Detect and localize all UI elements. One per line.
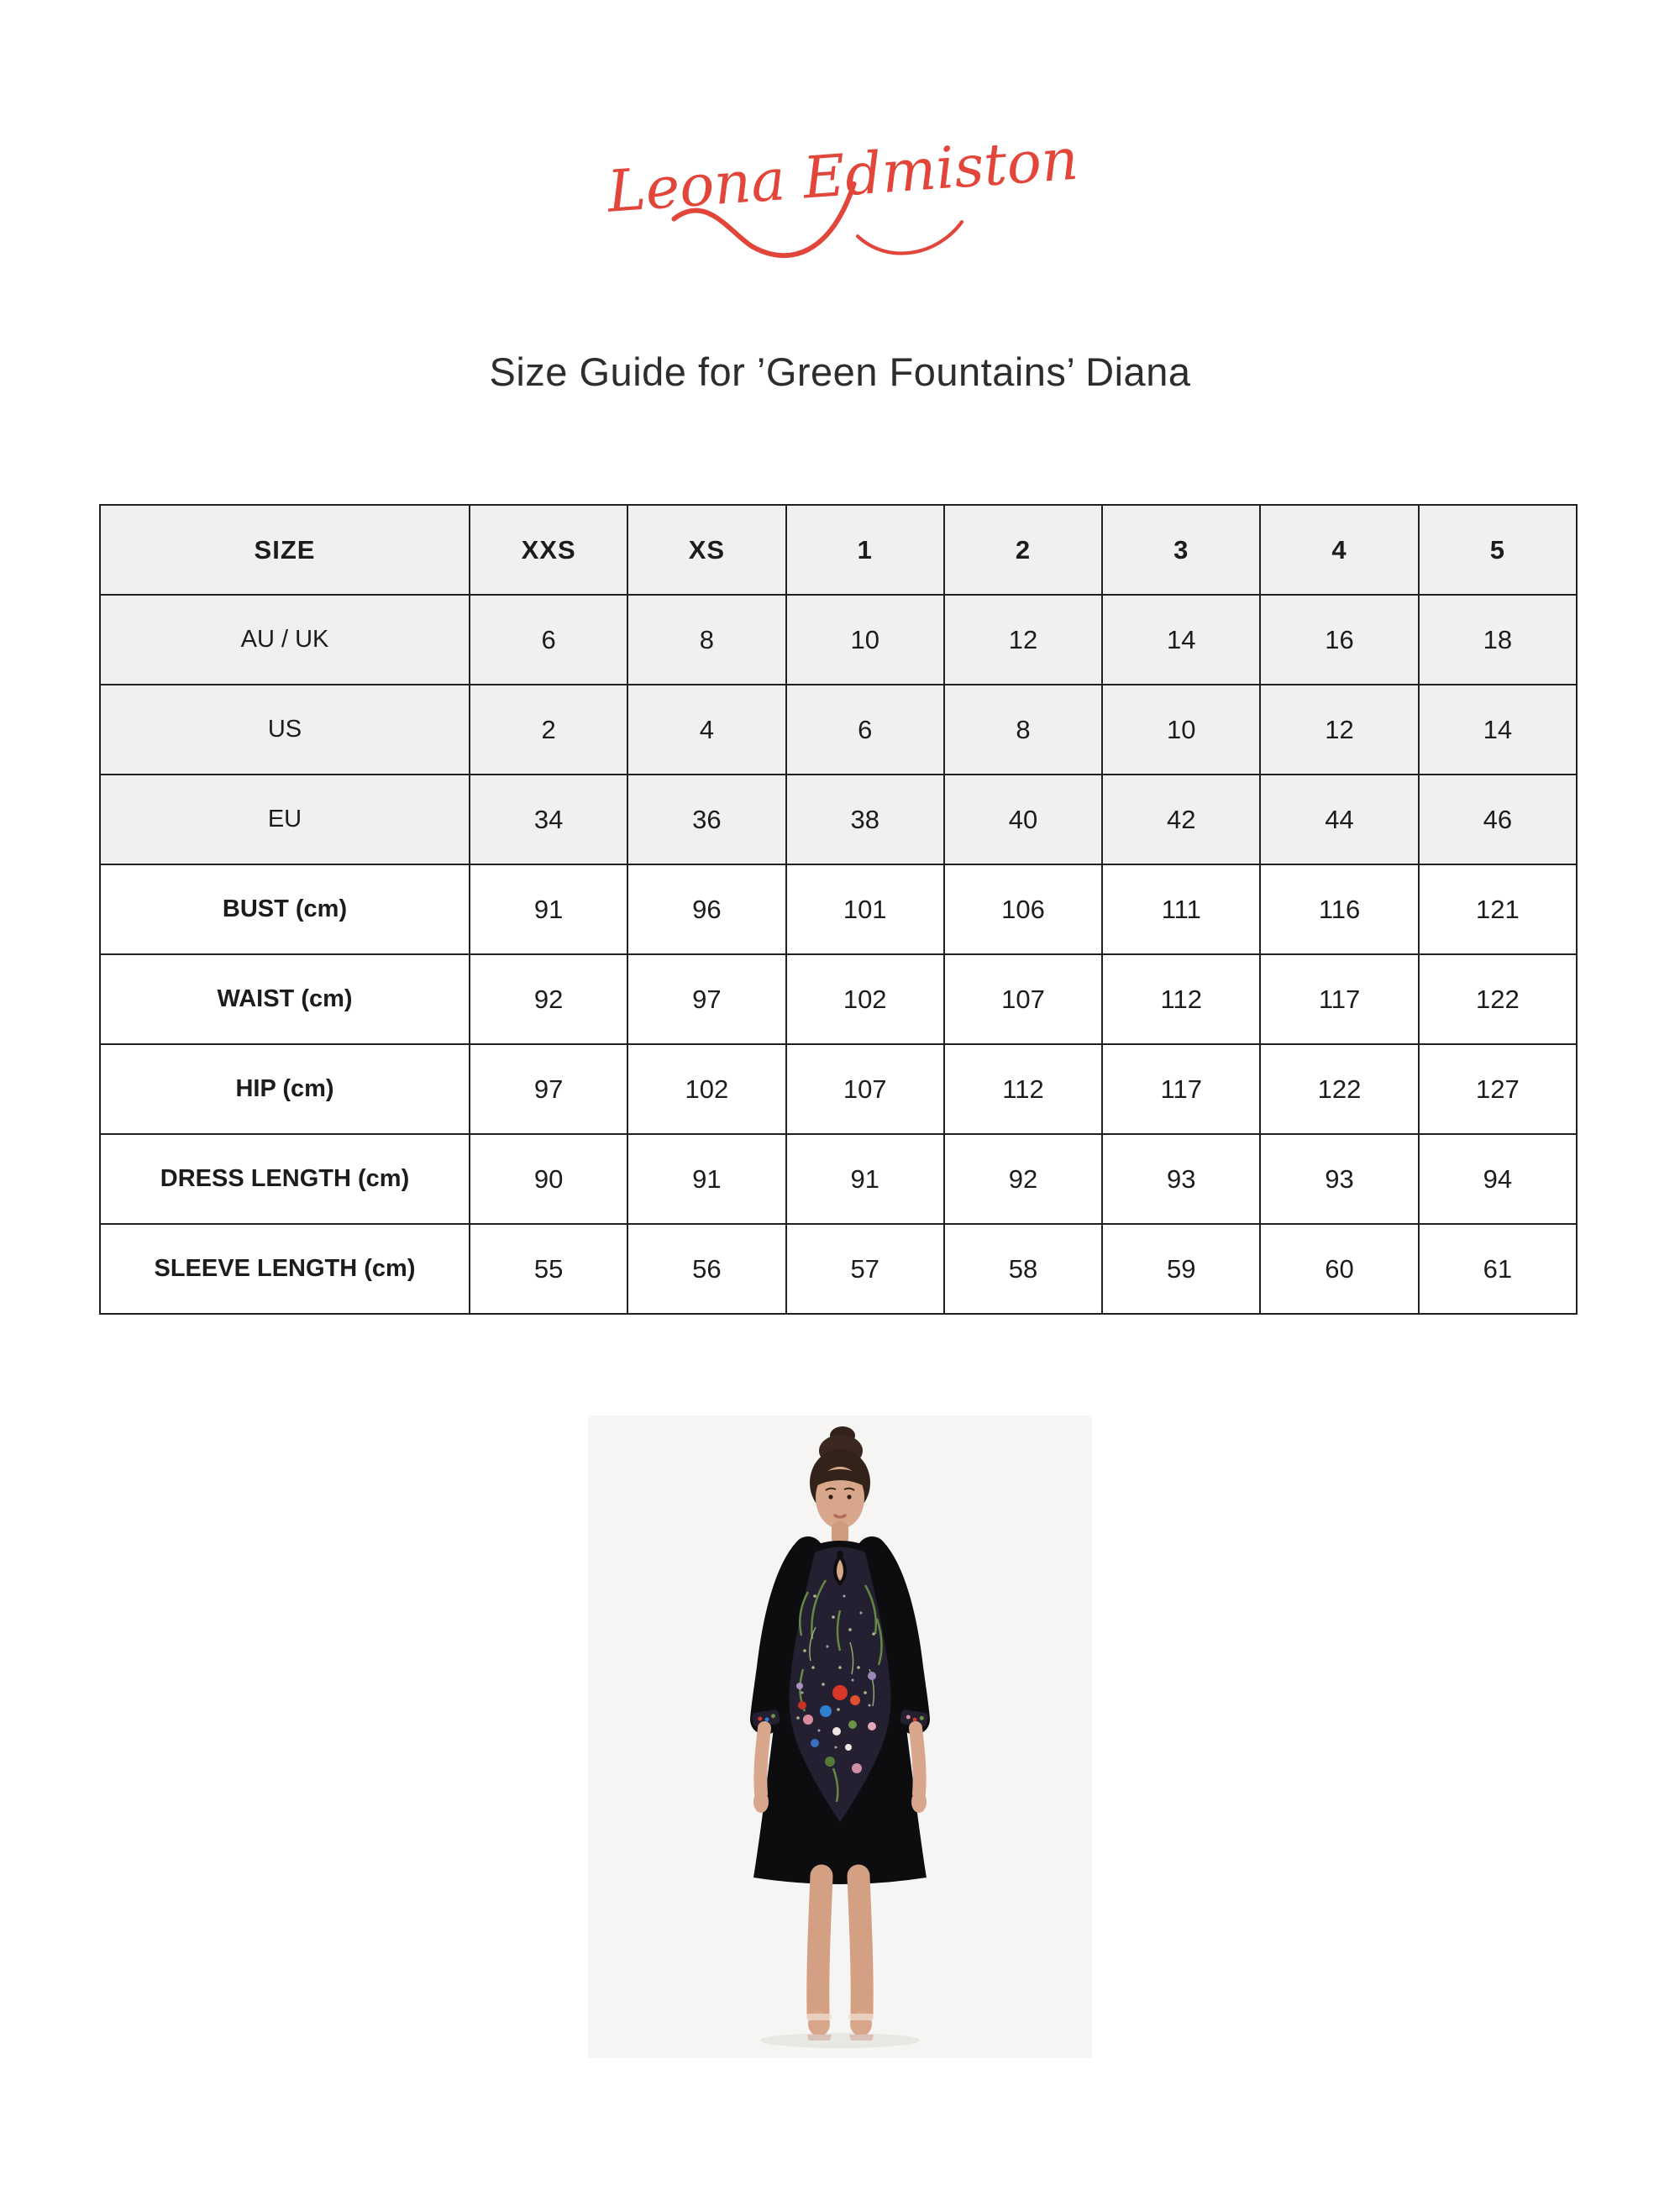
value-cell: 56 [627,1224,785,1314]
value-cell: 91 [627,1134,785,1224]
value-cell: 93 [1260,1134,1418,1224]
page-title: Size Guide for ’Green Fountains’ Diana [489,349,1191,394]
value-cell: 97 [470,1044,627,1134]
value-cell: 116 [1260,864,1418,954]
value-cell: 59 [1102,1224,1260,1314]
table-row [100,775,1577,864]
value-cell: 92 [470,954,627,1044]
table-row [100,864,1577,954]
dress [752,1545,928,1884]
size-header-cell: SIZE [100,505,470,595]
row-label-cell: WAIST (cm) [100,954,470,1044]
row-label-cell: EU [100,775,470,864]
table-row [100,685,1577,775]
value-cell: 121 [1419,864,1577,954]
value-cell: 12 [1260,685,1418,775]
value-cell: 6 [470,595,627,685]
value-cell: 127 [1419,1044,1577,1134]
table-row [100,595,1577,685]
row-label-cell: SLEEVE LENGTH (cm) [100,1224,470,1314]
floor-shadow [760,2033,920,2048]
row-label-cell: DRESS LENGTH (cm) [100,1134,470,1224]
value-cell: 42 [1102,775,1260,864]
value-cell: 91 [786,1134,944,1224]
value-cell: 8 [944,685,1102,775]
size-column-header: 5 [1419,505,1577,595]
value-cell: 12 [944,595,1102,685]
value-cell: 106 [944,864,1102,954]
value-cell: 92 [944,1134,1102,1224]
value-cell: 117 [1260,954,1418,1044]
row-label-cell: BUST (cm) [100,864,470,954]
value-cell: 122 [1419,954,1577,1044]
size-column-header: 1 [786,505,944,595]
logo-text: Leona Edmiston [605,126,1075,226]
size-column-header: 3 [1102,505,1260,595]
value-cell: 91 [470,864,627,954]
value-cell: 36 [627,775,785,864]
value-cell: 90 [470,1134,627,1224]
product-photo [588,1415,1092,2058]
brand-logo-graphic [605,80,1075,290]
table-row [100,1224,1577,1314]
value-cell: 46 [1419,775,1577,864]
value-cell: 97 [627,954,785,1044]
value-cell: 4 [627,685,785,775]
value-cell: 107 [944,954,1102,1044]
row-label-cell: AU / UK [100,595,470,685]
table-row [100,954,1577,1044]
value-cell: 60 [1260,1224,1418,1314]
size-table-body [100,595,1577,1314]
table-row [100,1044,1577,1134]
value-cell: 57 [786,1224,944,1314]
value-cell: 10 [1102,685,1260,775]
value-cell: 44 [1260,775,1418,864]
size-column-header: XXS [470,505,627,595]
value-cell: 58 [944,1224,1102,1314]
row-label-cell: US [100,685,470,775]
value-cell: 112 [1102,954,1260,1044]
size-column-header: XS [627,505,785,595]
value-cell: 10 [786,595,944,685]
model-illustration [588,1415,1092,2058]
value-cell: 8 [627,595,785,685]
value-cell: 102 [786,954,944,1044]
value-cell: 34 [470,775,627,864]
value-cell: 107 [786,1044,944,1134]
size-table-head [100,505,1577,595]
value-cell: 93 [1102,1134,1260,1224]
value-cell: 6 [786,685,944,775]
size-column-header: 2 [944,505,1102,595]
value-cell: 38 [786,775,944,864]
value-cell: 111 [1102,864,1260,954]
value-cell: 16 [1260,595,1418,685]
value-cell: 117 [1102,1044,1260,1134]
value-cell: 40 [944,775,1102,864]
logo-flourish-right [857,222,963,256]
value-cell: 18 [1419,595,1577,685]
value-cell: 101 [786,864,944,954]
value-cell: 61 [1419,1224,1577,1314]
size-column-header: 4 [1260,505,1418,595]
row-label-cell: HIP (cm) [100,1044,470,1134]
size-table [99,504,1578,1315]
value-cell: 14 [1419,685,1577,775]
value-cell: 102 [627,1044,785,1134]
table-row [100,1134,1577,1224]
value-cell: 94 [1419,1134,1577,1224]
brand-logo [0,80,1680,294]
value-cell: 2 [470,685,627,775]
value-cell: 96 [627,864,785,954]
value-cell: 55 [470,1224,627,1314]
value-cell: 112 [944,1044,1102,1134]
value-cell: 14 [1102,595,1260,685]
value-cell: 122 [1260,1044,1418,1134]
model-face [816,1467,864,1529]
header-row [100,505,1577,595]
